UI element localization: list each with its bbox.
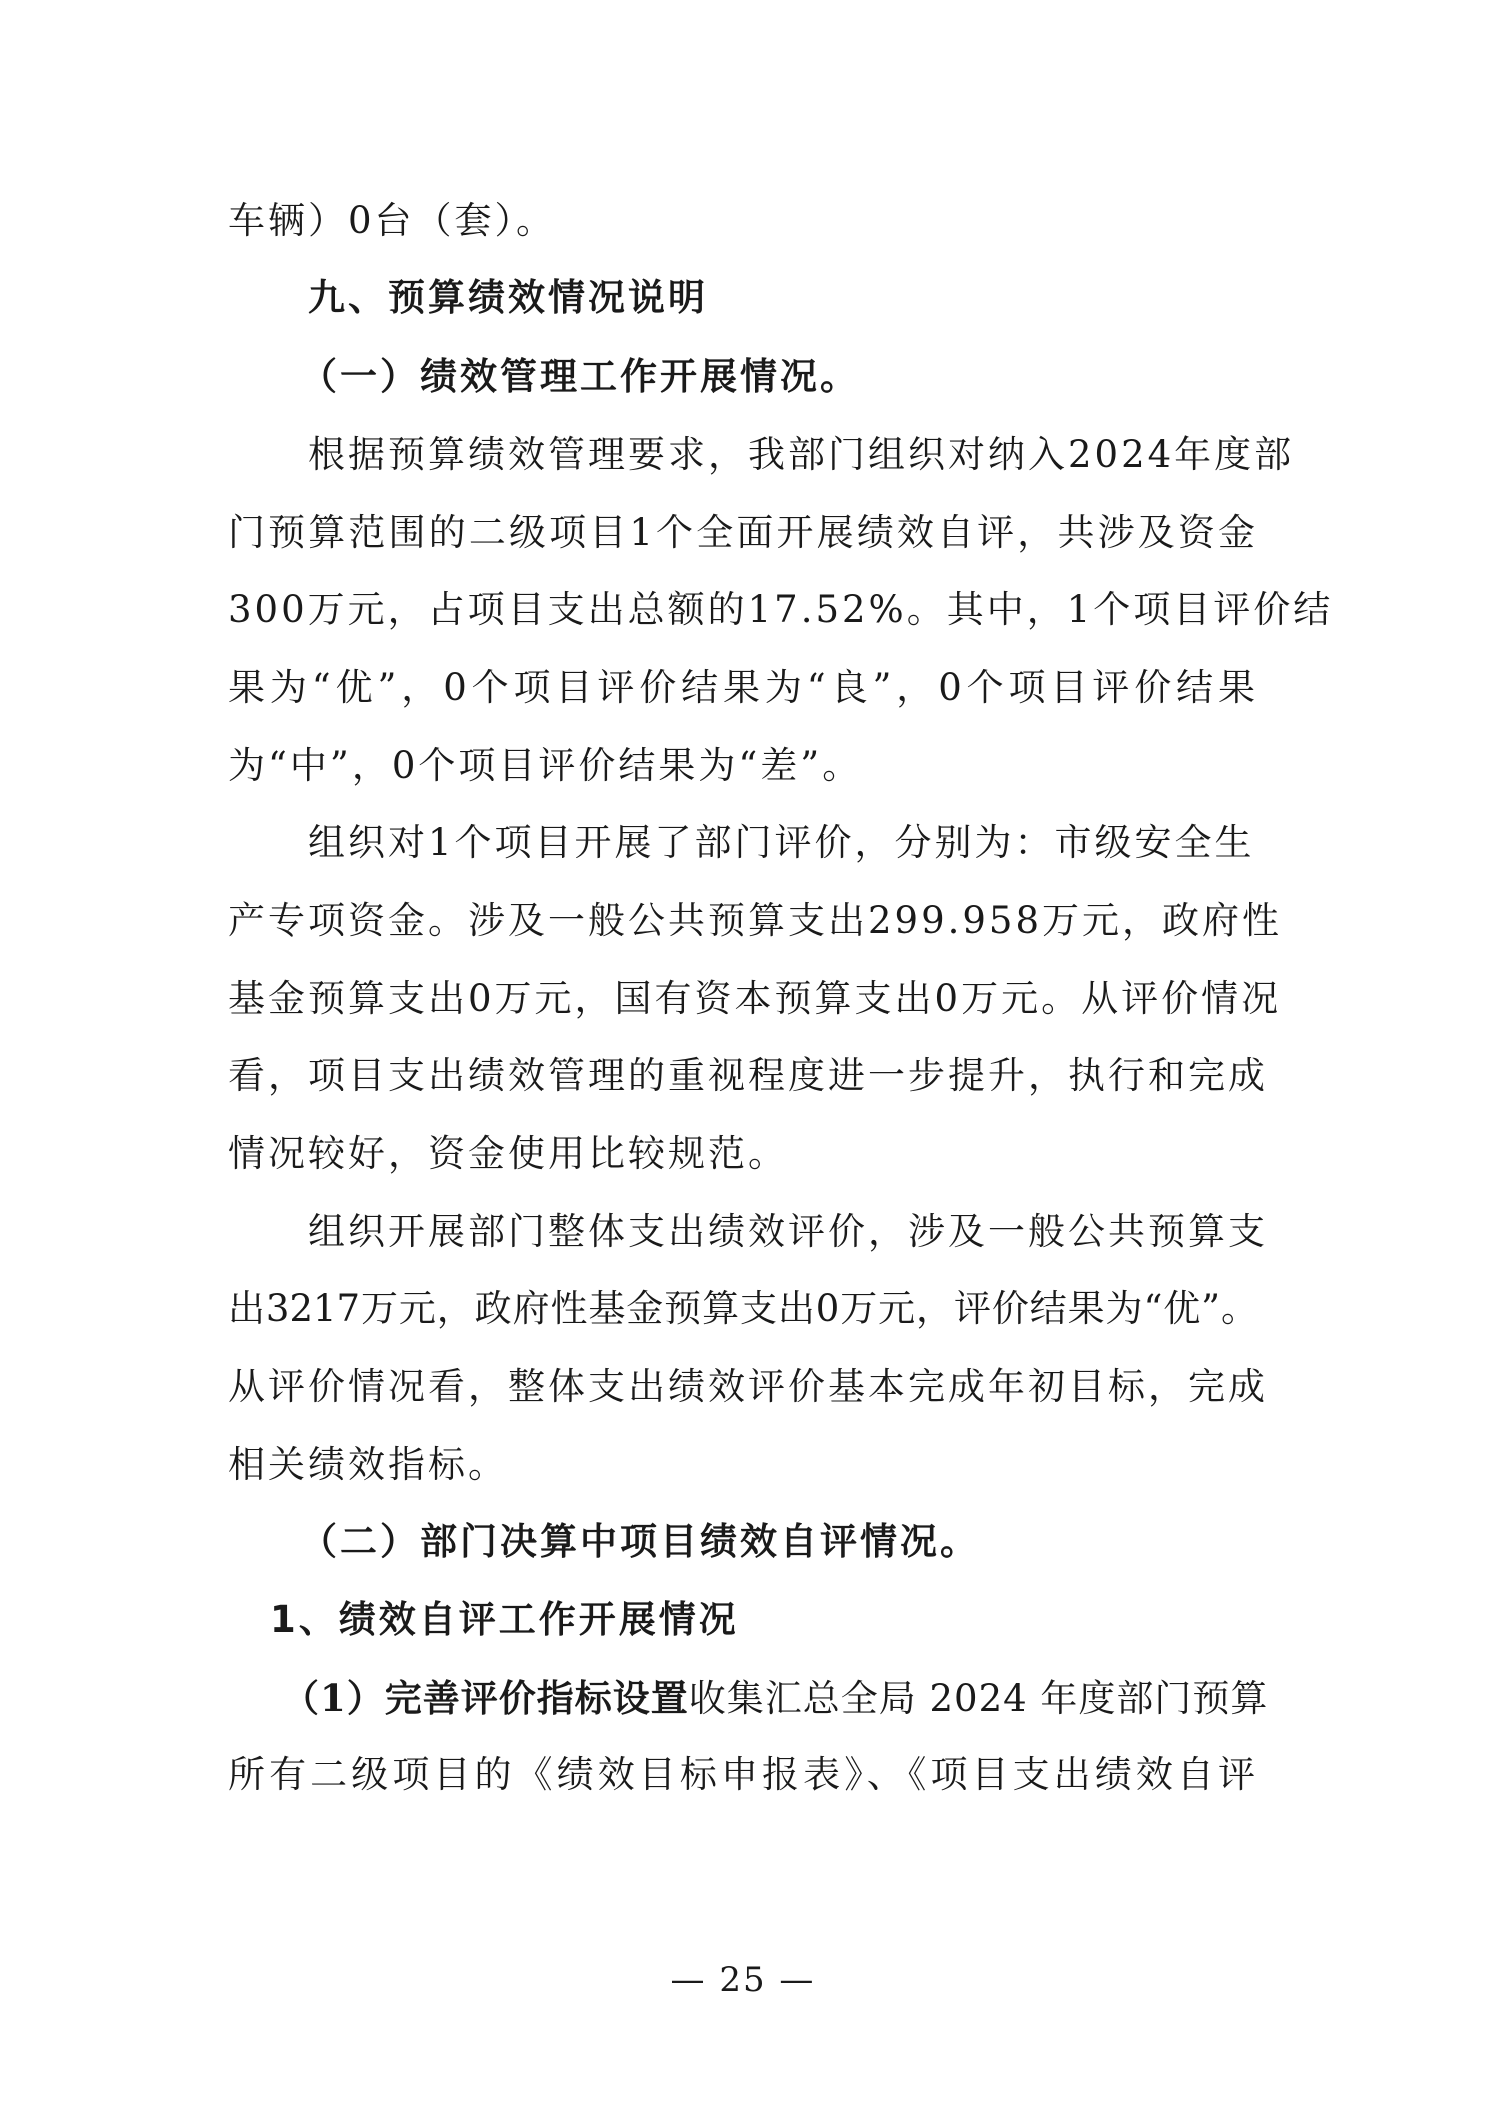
section-heading: 九、预算绩效情况说明 (308, 276, 708, 319)
paragraph-line: 果为“优”，0个项目评价结果为“良”，0个项目评价结果 (228, 666, 1258, 709)
paragraph-line: 从评价情况看，整体支出绩效评价基本完成年初目标，完成 (228, 1365, 1268, 1408)
emphasis-label: （1）完善评价指标设置 (282, 1676, 689, 1720)
paragraph-line: 为“中”，0个项目评价结果为“差”。 (228, 744, 863, 787)
paragraph-line: 出3217万元，政府性基金预算支出0万元，评价结果为“优”。 (228, 1287, 1258, 1330)
paragraph-line: 基金预算支出0万元，国有资本预算支出0万元。从评价情况 (228, 977, 1282, 1020)
paragraph-line (282, 1673, 1269, 1724)
paragraph-text: 收集汇总全局 2024 年度部门预算 (688, 1677, 1269, 1720)
page-number: — 25 — (670, 1960, 816, 2000)
paragraph-line: 门预算范围的二级项目1个全面开展绩效自评，共涉及资金 (228, 511, 1258, 554)
subsection-heading: （二）部门决算中项目绩效自评情况。 (300, 1520, 980, 1563)
paragraph-line: 根据预算绩效管理要求，我部门组织对纳入2024年度部 (308, 433, 1295, 476)
item-heading: 1、绩效自评工作开展情况 (270, 1598, 739, 1641)
paragraph-line: 情况较好，资金使用比较规范。 (228, 1132, 788, 1175)
paragraph-line: 组织开展部门整体支出绩效评价，涉及一般公共预算支 (308, 1210, 1268, 1253)
subsection-heading: （一）绩效管理工作开展情况。 (300, 355, 860, 398)
paragraph-line: 车辆）0台（套）。 (228, 199, 557, 242)
paragraph-line: 300万元，占项目支出总额的17.52%。其中，1个项目评价结 (228, 588, 1334, 631)
paragraph-line: 看，项目支出绩效管理的重视程度进一步提升，执行和完成 (228, 1054, 1268, 1097)
paragraph-line: 相关绩效指标。 (228, 1443, 508, 1486)
paragraph-line: 组织对1个项目开展了部门评价，分别为：市级安全生 (308, 821, 1255, 864)
paragraph-line: 产专项资金。涉及一般公共预算支出299.958万元，政府性 (228, 899, 1283, 942)
paragraph-line: 所有二级项目的《绩效目标申报表》、《项目支出绩效自评 (228, 1753, 1258, 1796)
